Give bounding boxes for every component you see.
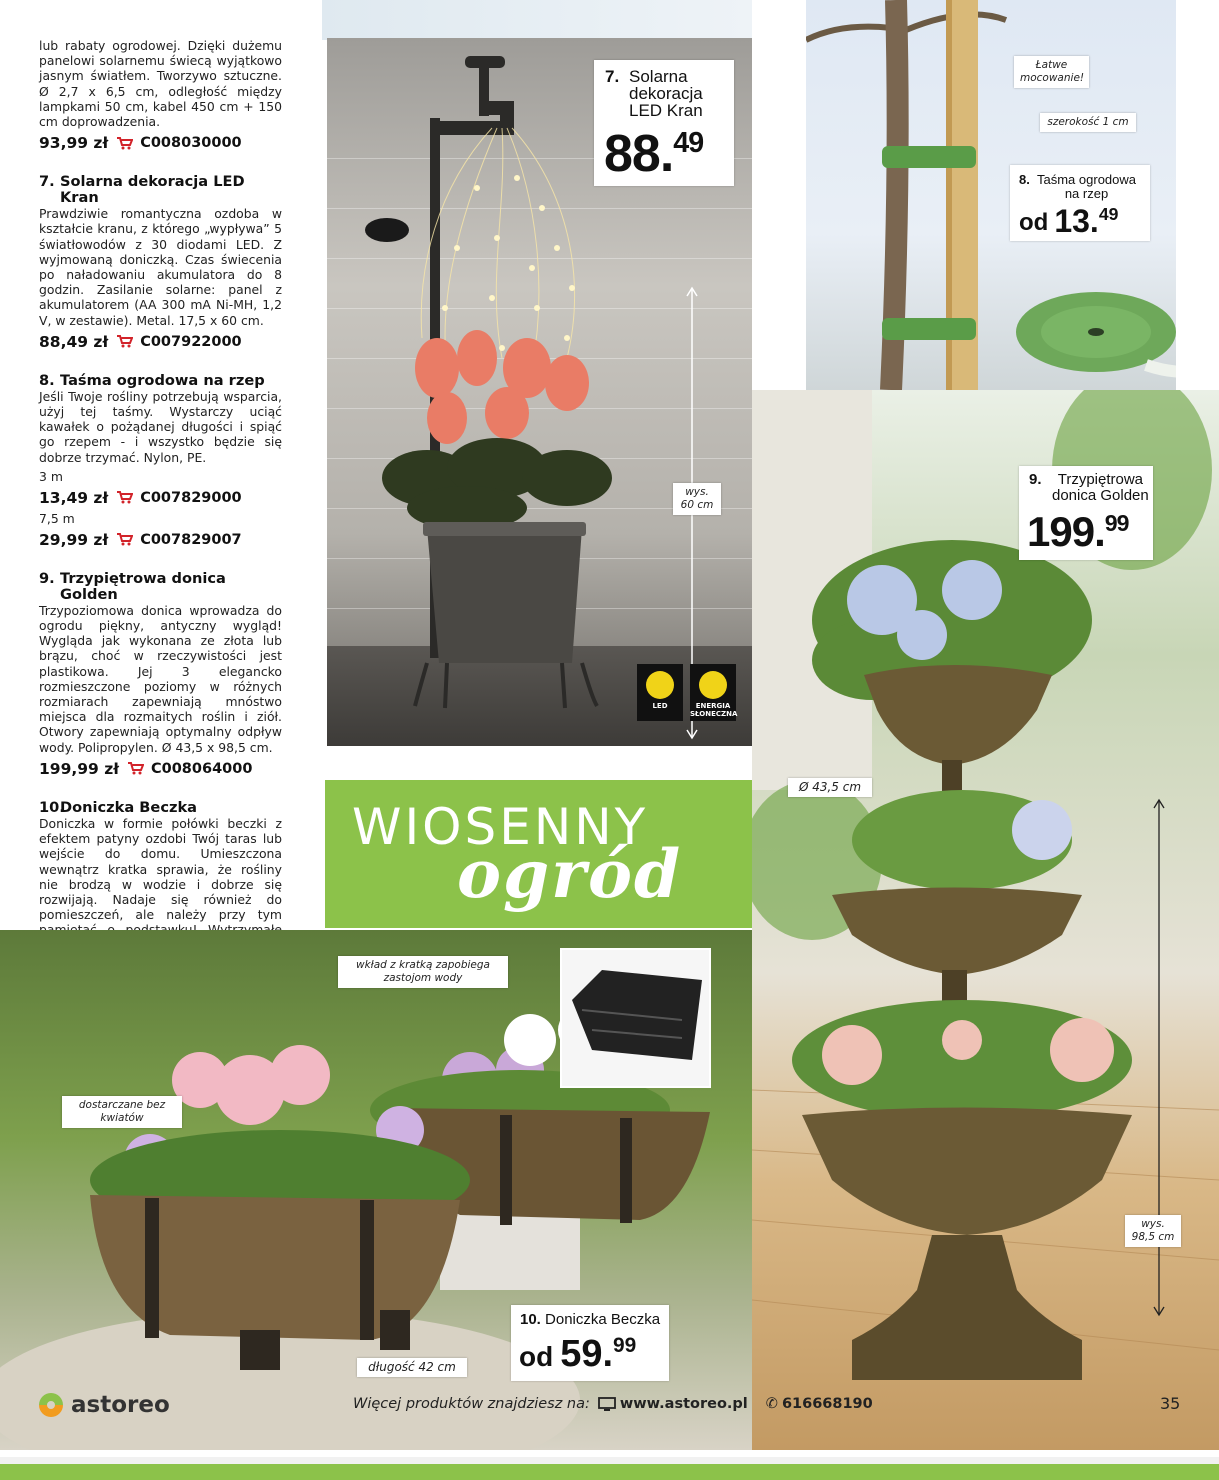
- product-8-price-1: 13,49 zł: [39, 488, 109, 507]
- cart-icon[interactable]: [117, 335, 133, 348]
- product-7-code: C007922000: [140, 333, 242, 350]
- solar-badge-label: ENERGIA SŁONECZNA: [690, 702, 738, 718]
- cart-icon[interactable]: [117, 137, 133, 150]
- planter-diameter-text: Ø 43,5 cm: [798, 780, 862, 794]
- product-9-code: C008064000: [150, 760, 253, 777]
- product-text-column: [39, 38, 282, 1037]
- tap-box-number: 7.: [605, 67, 620, 86]
- tape-easy-note: [1014, 56, 1089, 88]
- product-8-price-line-1: [39, 489, 282, 507]
- cart-icon[interactable]: [117, 491, 133, 504]
- tap-height-text: wys. 60 cm: [680, 486, 714, 511]
- phone-icon: ✆: [765, 1396, 778, 1412]
- tape-width-note: [1040, 113, 1136, 132]
- tap-price-box: [594, 60, 734, 186]
- barrel-price-dec: 99: [613, 1334, 637, 1358]
- tape-price-int: 13.: [1054, 203, 1099, 239]
- footer-divider: [0, 1457, 1219, 1464]
- product-9-price: 199,99 zł: [39, 759, 119, 778]
- page-number: 35: [1160, 1394, 1181, 1413]
- tap-box-name-1: Solarna: [629, 67, 688, 86]
- tape-box-name-1: Taśma ogrodowa: [1037, 172, 1136, 187]
- product-10-name: Doniczka Beczka: [60, 798, 198, 816]
- planter-box-number: 9.: [1029, 471, 1042, 488]
- cart-icon[interactable]: [117, 533, 133, 546]
- planter-box-name-1: Trzypiętrowa: [1057, 471, 1144, 488]
- product-7-name: Solarna dekoracja LED Kran: [60, 173, 245, 207]
- product-8-code-1: C007829000: [140, 489, 242, 506]
- product-10-description: Doniczka w formie połówki beczki z efektem patyny ozdobi Twój taras lub wejście do domu. Umieszczona wewnątrz kratka sprawia, że rośliny nie brodzą w wodzie i dobrze się rozwijają. Nadaje się również do pomieszczeń, ale należy przy tym: [39, 815, 282, 923]
- tape-price-box: [1010, 165, 1150, 241]
- barrel-box-number: 10.: [520, 1311, 541, 1328]
- intro-price: 93,99 zł: [39, 134, 109, 153]
- product-7-number: 7.: [39, 173, 55, 191]
- product-8-price-2: 29,99 zł: [39, 530, 109, 549]
- product-8-code-2: C007829007: [140, 531, 242, 548]
- product-8-size-1: 3 m: [39, 468, 63, 484]
- led-badge-label: LED: [652, 702, 668, 710]
- product-7-title: [39, 174, 282, 206]
- planter-price-box: [1019, 466, 1153, 560]
- intro-code: C008030000: [140, 135, 242, 152]
- barrel-insert-text: wkład z kratką zapobiega zastojom wody: [356, 959, 490, 984]
- astoreo-logo-icon: [37, 1391, 65, 1419]
- cart-icon[interactable]: [128, 762, 144, 775]
- footer-green-bar: [0, 1464, 1219, 1480]
- tap-height-note: [673, 483, 721, 515]
- tape-od-label: od: [1019, 209, 1049, 236]
- product-8-name: Taśma ogrodowa na rzep: [60, 371, 265, 389]
- product-7-description: Prawdziwie romantyczna ozdoba w kształcie kranu, z którego „wypływa” 5 światłowodów z 30 diodami LED. Z wyjmowaną doniczką. Czas świecenia po naładowaniu akumulatora do 8 godzin. Zasilanie solarne: panel z akumulatorem (AA 300 mA Ni-MH, 1,2 V, w zestawie). Metal. 17,5 x 60 cm.: [39, 206, 282, 328]
- product-8-size-2: 7,5 m: [39, 510, 75, 526]
- tape-box-number: 8.: [1019, 172, 1030, 187]
- brand-name: astoreo: [71, 1392, 170, 1418]
- sun-icon: [699, 671, 727, 699]
- product-7-price-line: [39, 333, 282, 351]
- planter-diameter-note: [788, 778, 872, 797]
- tap-price-int: 88.: [604, 125, 674, 183]
- product-9-price-line: [39, 760, 282, 778]
- barrel-price-box: [511, 1305, 669, 1381]
- sky-background: [322, 0, 752, 40]
- tap-price-dec: 49: [673, 127, 704, 160]
- tape-box-name-2: na rzep: [1064, 186, 1109, 201]
- solar-badge: [690, 664, 736, 721]
- banner-line-2: ogród: [457, 835, 683, 913]
- product-8-price-line-2: [39, 531, 282, 549]
- product-9-title: [39, 571, 282, 603]
- tap-box-name-2: dekoracja: [629, 84, 703, 103]
- barrel-length-note: [357, 1358, 467, 1377]
- insert-inset-photo: [560, 948, 711, 1088]
- product-9-name: Trzypiętrowa donica Golden: [60, 569, 226, 603]
- product-10-number: 10.: [39, 798, 65, 816]
- planter-height-text: wys. 98,5 cm: [1131, 1218, 1175, 1243]
- product-7-price: 88,49 zł: [39, 332, 109, 351]
- barrel-length-text: długość 42 cm: [368, 1360, 456, 1374]
- product-8-number: 8.: [39, 371, 55, 389]
- led-bulb-icon: [646, 671, 674, 699]
- product-10-title: [39, 800, 282, 816]
- planter-height-note: [1125, 1215, 1181, 1247]
- barrel-noflowers-note: [62, 1096, 182, 1128]
- tape-easy-text: Łatwe mocowanie!: [1020, 59, 1085, 84]
- barrel-box-name: Doniczka Beczka: [545, 1311, 661, 1328]
- planter-price-dec: 99: [1104, 510, 1129, 537]
- product-8-description: Jeśli Twoje rośliny potrzebują wsparcia, użyj tej taśmy. Wystarczy uciąć kawałek o pożądanej długości i spiąć go rzepem - i wszystko będzie się dobrze trzymać. Nylon, PE.: [39, 388, 282, 465]
- banner-line-1: WIOSENNY: [352, 798, 649, 856]
- monitor-icon: [598, 1397, 616, 1412]
- tape-width-text: szerokość 1 cm: [1047, 116, 1129, 128]
- planter-price-int: 199.: [1027, 508, 1105, 555]
- intro-description: lub rabaty ogrodowej. Dzięki dużemu panelowi solarnemu świecą wyjątkowo jasnym światłem. Tworzywo sztuczne. Ø 2,7 x 6,5 cm, odległość między lampkami 50 cm, kabel 450 cm + 150 cm doprowadzenia.: [39, 38, 282, 130]
- barrel-insert-note: [338, 956, 508, 988]
- astoreo-logo[interactable]: [37, 1391, 170, 1419]
- barrel-od-label: od: [519, 1341, 554, 1372]
- spring-garden-banner: [325, 780, 752, 928]
- phone-number[interactable]: 616668190: [781, 1396, 873, 1412]
- product-9-description: Trzypoziomowa donica wprowadza do ogrodu piękny, antyczny wygląd! Wygląda jak wykonana ze złota lub brązu, choć w rzeczywistości jest plastikowa. Jej 3 elegancko rozmieszczone poziomy w różnych rozmiarach zapewniają mnóstwo miejsca dla rozmaitych roślin i ziół. Otwory zapewniają optymalny odpływ wody. Polipropylen. Ø 43,5 x 98,5 cm.: [39, 602, 282, 755]
- led-badge: [637, 664, 683, 721]
- more-products-text: Więcej produktów znajdziesz na:: [353, 1396, 590, 1412]
- intro-price-line: [39, 134, 282, 152]
- product-9-number: 9.: [39, 569, 55, 587]
- planter-box-name-2: donica Golden: [1052, 487, 1149, 504]
- barrel-noflowers-text: dostarczane bez kwiatów: [78, 1099, 166, 1124]
- grid-insert-illustration: [562, 950, 709, 1086]
- barrel-price-int: 59.: [560, 1333, 614, 1375]
- website-link[interactable]: www.astoreo.pl: [619, 1396, 748, 1412]
- tap-box-name-3: LED Kran: [629, 101, 703, 120]
- footer-more-products: [353, 1396, 873, 1412]
- tape-price-dec: 49: [1098, 203, 1119, 224]
- product-8-title: [39, 373, 282, 389]
